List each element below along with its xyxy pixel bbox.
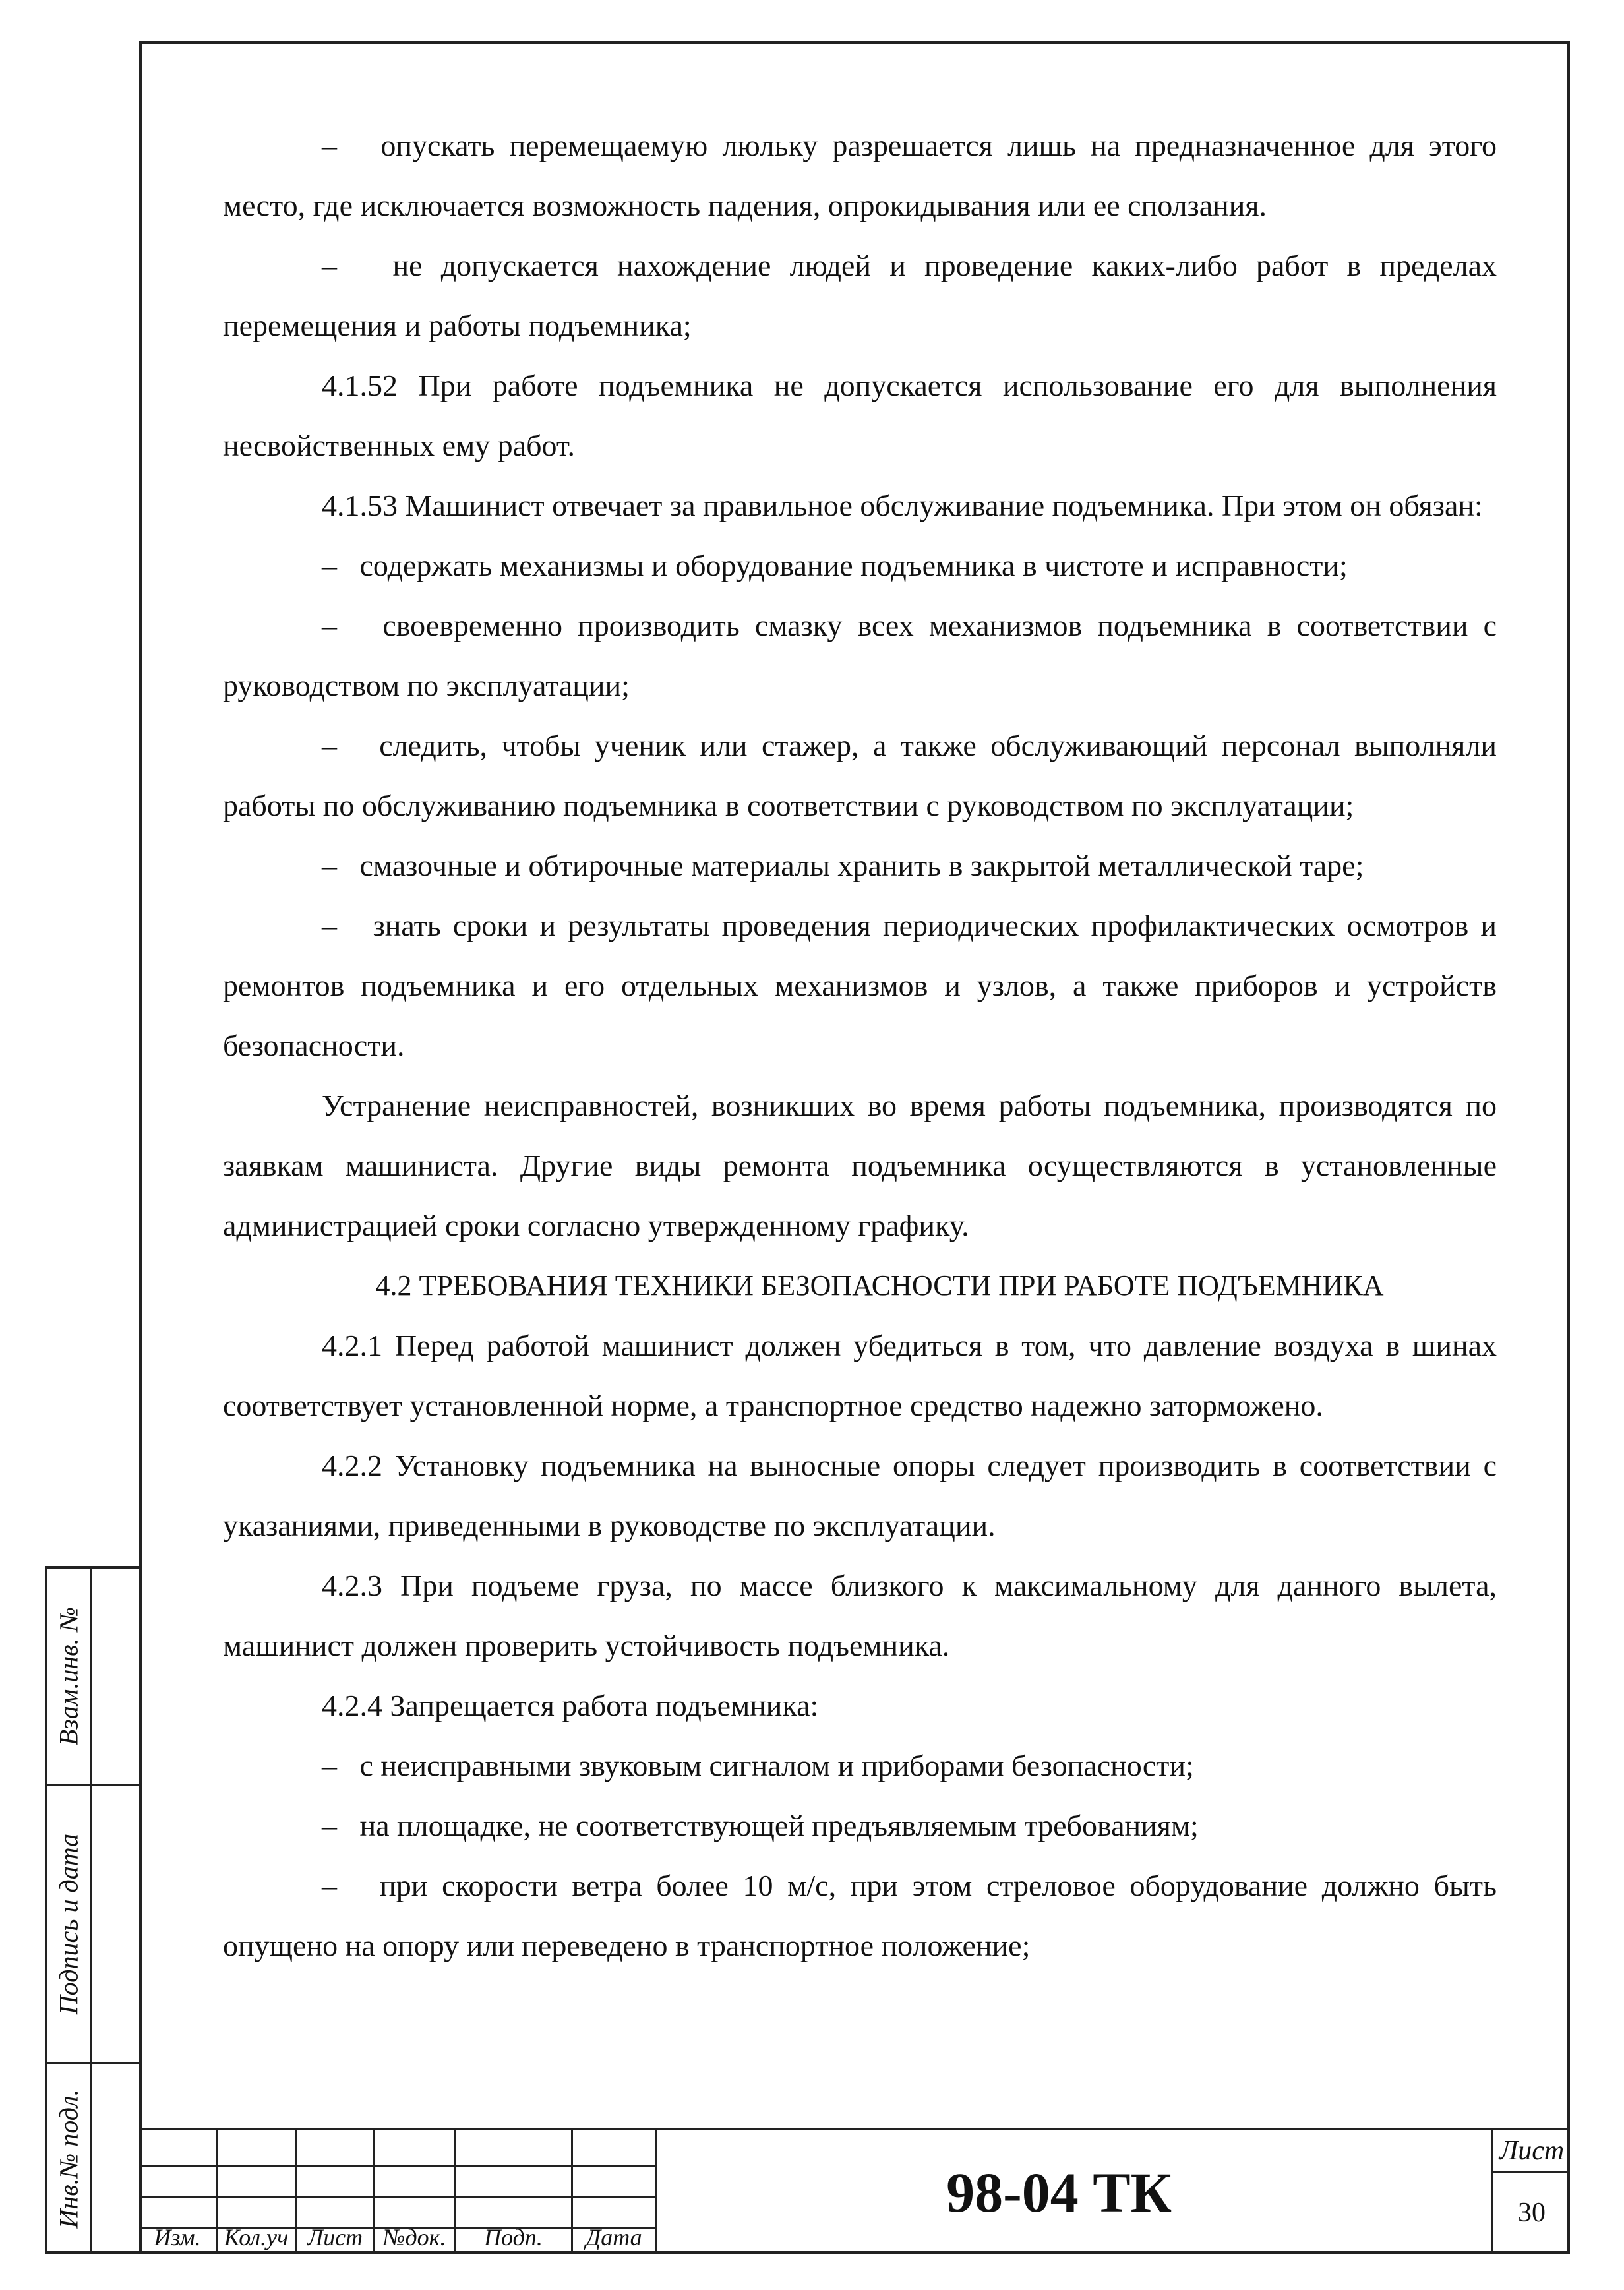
- original-inv-label: Инв.№ подл.: [53, 2089, 84, 2229]
- side-value-signature: [92, 1786, 142, 2064]
- paragraph: 4.2.2 Установку подъемника на выносные опоры следует производить в соответствии с указаниями, приведенными в руководстве по эксплуатации.: [223, 1449, 1497, 1542]
- paragraph: 4.1.52 При работе подъемника не допускается использование его для выполнения несвойственных ему работ.: [223, 369, 1497, 462]
- paragraph: Устранение неисправностей, возникших во время работы подъемника, производятся по заявкам машиниста. Другие виды ремонта подъемника осуществляются в установленные администрацией сроки согласно утвержденному графику.: [223, 1089, 1497, 1242]
- paragraph: 4.1.53 Машинист отвечает за правильное обслуживание подъемника. При этом он обязан:: [322, 489, 1483, 522]
- sheet-box: [1491, 2130, 1570, 2254]
- col-label-list: Лист: [307, 2224, 363, 2250]
- side-value-replacement: [92, 1569, 142, 1786]
- sheet-label: Лист: [1493, 2130, 1570, 2173]
- signature-date-label: Подпись и дата: [53, 1833, 84, 2014]
- paragraph: – не допускается нахождение людей и проведение каких-либо работ в пределах перемещения и работы подъемника;: [223, 249, 1497, 342]
- side-stamp-values: [92, 1569, 142, 2251]
- paragraph: – своевременно производить смазку всех механизмов подъемника в соответствии с руководством по эксплуатации;: [223, 609, 1497, 702]
- col-label-izm: Изм.: [154, 2224, 201, 2250]
- side-row-original: [47, 2064, 90, 2254]
- side-stamp: [45, 1566, 142, 2254]
- paragraph: 4.2.3 При подъеме груза, по массе близкого к максимальному для данного вылета, машинист должен проверить устойчивость подъемника.: [223, 1569, 1497, 1662]
- paragraph: – смазочные и обтирочные материалы хранить в закрытой металлической таре;: [322, 849, 1364, 882]
- sheet-number: 30: [1518, 2198, 1546, 2228]
- document-code: 98-04 ТК: [946, 2160, 1172, 2224]
- col-podp: [456, 2130, 573, 2254]
- paragraph: – следить, чтобы ученик или стажер, а также обслуживающий персонал выполняли работы по обслуживанию подъемника в соответствии с руководством по эксплуатации;: [223, 729, 1497, 822]
- paragraph: – при скорости ветра более 10 м/с, при этом стреловое оборудование должно быть опущено на опору или переведено в транспортное положение;: [223, 1869, 1497, 1962]
- paragraph: – с неисправными звуковым сигналом и приборами безопасности;: [322, 1749, 1194, 1782]
- section-heading: 4.2 ТРЕБОВАНИЯ ТЕХНИКИ БЕЗОПАСНОСТИ ПРИ РАБОТЕ ПОДЪЕМНИКА: [375, 1269, 1384, 1302]
- col-kol: [218, 2130, 297, 2254]
- revision-grid: [139, 2130, 657, 2254]
- paragraph: – знать сроки и результаты проведения периодических профилактических осмотров и ремонтов подъемника и его отдельных механизмов и узлов, а также приборов и устройств безопасности.: [223, 909, 1497, 1062]
- col-data: [573, 2130, 657, 2254]
- col-label-ndok: №док.: [382, 2224, 446, 2250]
- paragraph: 4.2.1 Перед работой машинист должен убедиться в том, что давление воздуха в шинах соответствует установленной норме, а транспортное средство надежно заторможено.: [223, 1329, 1497, 1422]
- title-block: [139, 2128, 1570, 2254]
- paragraph: – опускать перемещаемую люльку разрешается лишь на предназначенное для этого место, где исключается возможность падения, опрокидывания или ее сползания.: [223, 129, 1497, 222]
- col-label-kol: Кол.уч: [224, 2224, 289, 2250]
- paragraph: 4.2.4 Запрещается работа подъемника:: [322, 1689, 819, 1722]
- col-izm: [139, 2130, 218, 2254]
- col-ndok: [375, 2130, 456, 2254]
- paragraph: – на площадке, не соответствующей предъявляемым требованиям;: [322, 1809, 1199, 1842]
- document-body: [223, 115, 1497, 1975]
- col-label-podp: Подп.: [484, 2224, 543, 2250]
- col-label-data: Дата: [586, 2224, 642, 2250]
- col-list: [297, 2130, 375, 2254]
- side-row-signature: [47, 1786, 90, 2064]
- side-stamp-labels: [47, 1569, 92, 2251]
- replacement-inv-label: Взам.инв. №: [53, 1606, 84, 1746]
- side-row-replacement: [47, 1569, 90, 1786]
- paragraph: – содержать механизмы и оборудование подъемника в чистоте и исправности;: [322, 549, 1348, 582]
